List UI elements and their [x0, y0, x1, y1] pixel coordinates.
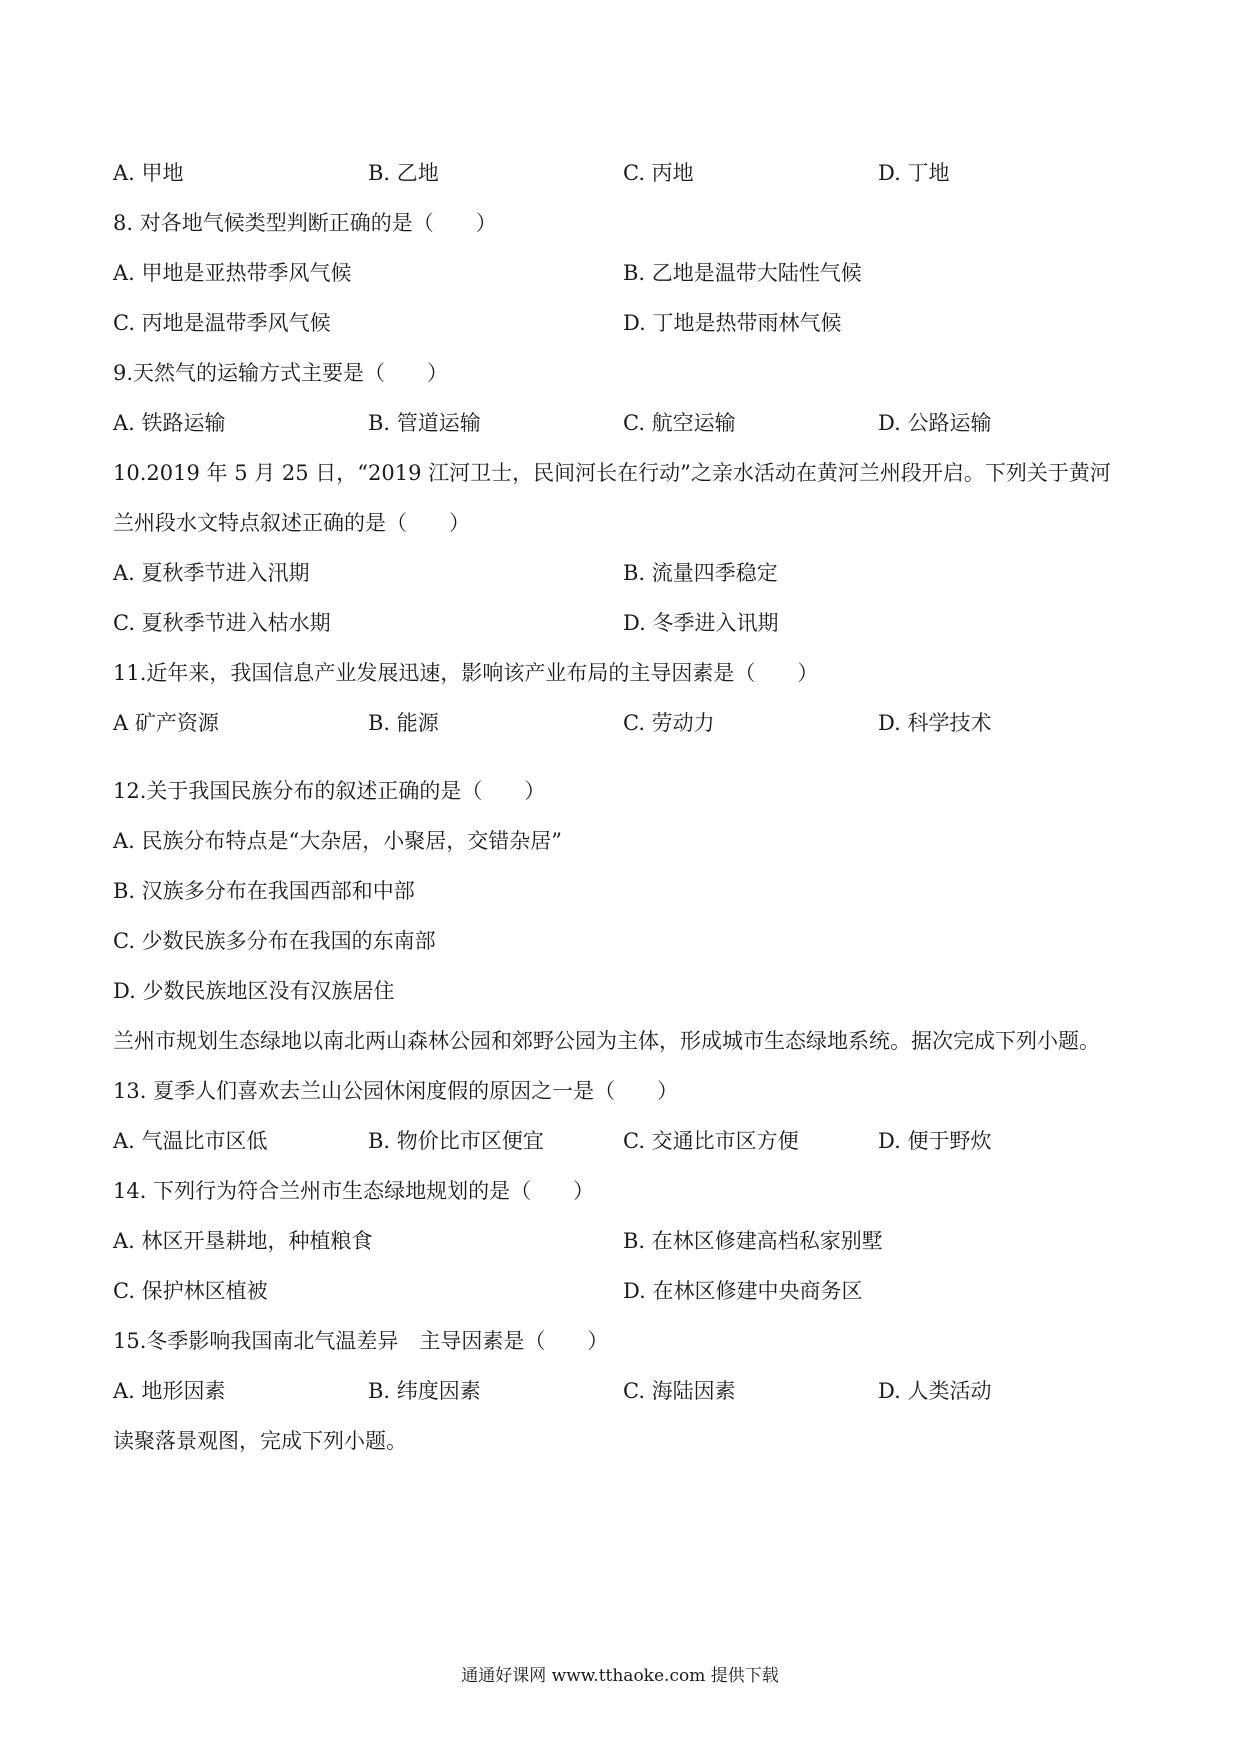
q11-option-b: B. 能源: [368, 711, 439, 735]
q9-options: [113, 408, 1133, 438]
q12-stem: 12.关于我国民族分布的叙述正确的是（ ）: [113, 779, 546, 803]
q8-option-c: C. 丙地是温带季风气候: [113, 311, 331, 335]
q14-option-c: C. 保护林区植被: [113, 1279, 268, 1303]
q7-option-b: B. 乙地: [368, 161, 439, 185]
q12-option-b: B. 汉族多分布在我国西部和中部: [113, 879, 415, 903]
q9-option-d: D. 公路运输: [878, 411, 992, 435]
q8-stem: 8. 对各地气候类型判断正确的是（ ）: [113, 211, 497, 235]
q11-options: [113, 708, 1133, 738]
q12-option-d: D. 少数民族地区没有汉族居住: [113, 979, 395, 1003]
q9-stem: 9.天然气的运输方式主要是（ ）: [113, 361, 449, 385]
q14-options-row2: [113, 1276, 1133, 1306]
q13-option-c: C. 交通比市区方便: [623, 1129, 799, 1153]
q10-option-a: A. 夏秋季节进入汛期: [113, 561, 310, 585]
q13-option-d: D. 便于野炊: [878, 1129, 992, 1153]
q7-option-d: D. 丁地: [878, 161, 950, 185]
q12-option-a: A. 民族分布特点是“大杂居，小聚居，交错杂居”: [113, 829, 562, 853]
q7-options: [113, 158, 1133, 188]
q12-option-c: C. 少数民族多分布在我国的东南部: [113, 929, 436, 953]
q10-option-c: C. 夏秋季节进入枯水期: [113, 611, 331, 635]
q15-option-a: A. 地形因素: [113, 1379, 226, 1403]
q15-option-b: B. 纬度因素: [368, 1379, 481, 1403]
q7-option-c: C. 丙地: [623, 161, 694, 185]
q11-stem: 11.近年来，我国信息产业发展迅速，影响该产业布局的主导因素是（ ）: [113, 661, 819, 685]
q9-option-a: A. 铁路运输: [113, 411, 226, 435]
q13-option-a: A. 气温比市区低: [113, 1129, 268, 1153]
q15-options: [113, 1376, 1133, 1406]
q14-option-b: B. 在林区修建高档私家别墅: [623, 1229, 883, 1253]
q11-option-c: C. 劳动力: [623, 711, 715, 735]
q10-options-row2: [113, 608, 1133, 638]
q7-option-a: A. 甲地: [113, 161, 184, 185]
q13-options: [113, 1126, 1133, 1156]
q10-option-d: D. 冬季进入讯期: [623, 611, 779, 635]
q10-stem-line1: 10.2019 年 5 月 25 日，“2019 江河卫士，民间河长在行动”之亲水活动在黄河兰州段开启。下列关于黄河: [113, 461, 1111, 485]
q14-options-row1: [113, 1226, 1133, 1256]
q8-options-row2: [113, 308, 1133, 338]
q10-option-b: B. 流量四季稳定: [623, 561, 778, 585]
q14-stem: 14. 下列行为符合兰州市生态绿地规划的是（ ）: [113, 1179, 595, 1203]
q15-stem: 15.冬季影响我国南北气温差异 主导因素是（ ）: [113, 1329, 609, 1353]
q8-option-a: A. 甲地是亚热带季风气候: [113, 261, 352, 285]
q11-option-d: D. 科学技术: [878, 711, 992, 735]
q15-option-d: D. 人类活动: [878, 1379, 992, 1403]
page-footer: 通通好课网 www.tthaoke.com 提供下载: [461, 1666, 779, 1686]
q9-option-c: C. 航空运输: [623, 411, 736, 435]
q14-option-a: A. 林区开垦耕地，种植粮食: [113, 1229, 373, 1253]
q10-stem-line2: 兰州段水文特点叙述正确的是（ ）: [113, 511, 470, 535]
q10-options-row1: [113, 558, 1133, 588]
q8-option-d: D. 丁地是热带雨林气候: [623, 311, 842, 335]
q13-option-b: B. 物价比市区便宜: [368, 1129, 544, 1153]
q11-option-a: A 矿产资源: [113, 711, 219, 735]
q9-option-b: B. 管道运输: [368, 411, 481, 435]
q14-option-d: D. 在林区修建中央商务区: [623, 1279, 863, 1303]
q8-options-row1: [113, 258, 1133, 288]
passage-settlement: 读聚落景观图，完成下列小题。: [113, 1429, 407, 1453]
q8-option-b: B. 乙地是温带大陆性气候: [623, 261, 862, 285]
passage-lanzhou-green: 兰州市规划生态绿地以南北两山森林公园和郊野公园为主体，形成城市生态绿地系统。据次完成下列小题。: [113, 1029, 1100, 1053]
q13-stem: 13. 夏季人们喜欢去兰山公园休闲度假的原因之一是（ ）: [113, 1079, 679, 1103]
q15-option-c: C. 海陆因素: [623, 1379, 736, 1403]
